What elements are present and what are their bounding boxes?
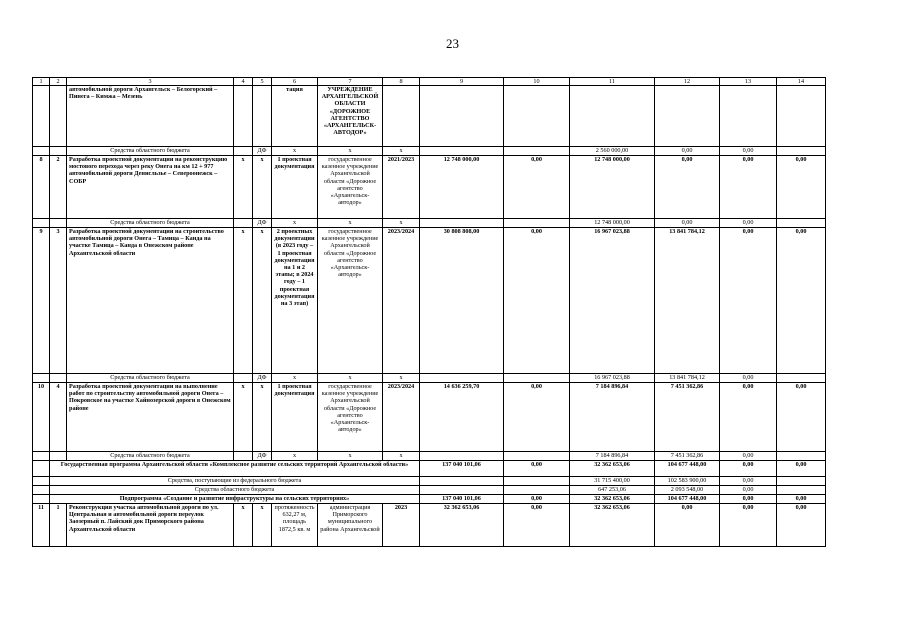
cell-amount: 0,00 [720,477,777,486]
funding-label: Средства областного бюджета [50,486,420,495]
cell-amount: 0,00 [720,486,777,495]
cell-code: ДФ [253,219,272,228]
cell-amount: 0,00 [777,461,826,477]
cell-description: Реконструкция участка автомобильной дороги по ул. Центральная и автомобильной дороги переулок Заозерный п. Лайский док Приморского района Архангельской области [67,504,234,547]
header-cell: 3 [67,78,234,86]
cell-amount: 0,00 [655,147,720,156]
table-row [33,504,826,547]
cell-amount: 0,00 [720,383,777,452]
cell-amount: 12 748 000,00 [570,219,655,228]
cell-amount: 0,00 [655,504,720,547]
funding-label: Средства областного бюджета [67,452,234,461]
program-title: Государственная программа Архангельской области «Комплексное развитие сельских территорий Архангельской области» [50,461,420,477]
cell-num: 4 [50,383,67,452]
cell-amount: 0,00 [720,452,777,461]
cell-executor: государственное казенное учреждение Архангельской области «Дорожное агентство «Архангельск-автодор» [318,228,383,374]
cell-period: 2021/2023 [383,156,420,219]
funding-row [33,452,826,461]
cell-amount: 0,00 [720,156,777,219]
header-cell: 5 [253,78,272,86]
header-row [33,78,826,86]
cell-num: 3 [50,228,67,374]
cell-executor: администрация Приморского муниципального района Архангельской [318,504,383,547]
header-cell: 6 [272,78,318,86]
cell-x: x [318,219,383,228]
funding-label: Средства областного бюджета [67,374,234,383]
table-row [33,383,826,452]
header-cell: 2 [50,78,67,86]
cell-amount: 30 808 808,00 [420,228,504,374]
header-cell: 10 [504,78,570,86]
cell-amount: 0,00 [655,219,720,228]
funding-row [33,219,826,228]
header-cell: 1 [33,78,50,86]
funding-row [33,374,826,383]
funding-row [33,477,826,486]
cell-executor: УЧРЕЖДЕНИЕ АРХАНГЕЛЬСКОЙ ОБЛАСТИ «ДОРОЖНОЕ АГЕНТСТВО «АРХАНГЕЛЬСК-АВТОДОР» [318,86,383,147]
cell-amount: 0,00 [504,156,570,219]
cell-x: x [272,374,318,383]
cell-amount: 0,00 [720,495,777,504]
cell-amount: 0,00 [720,219,777,228]
cell-x: x [383,452,420,461]
funding-row [33,486,826,495]
header-cell: 14 [777,78,826,86]
cell-x: x [383,374,420,383]
cell-x: x [318,452,383,461]
funding-row [33,147,826,156]
cell-x: x [234,504,253,547]
cell-result: 2 проектных документации (в 2023 году – 1 проектная документация на 1 и 2 этапы; в 2024 году – 1 проектная документация на 3 этап) [272,228,318,374]
cell-amount: 137 040 101,06 [420,495,504,504]
cell-amount: 32 362 653,06 [570,495,655,504]
cell-amount: 12 748 000,00 [420,156,504,219]
cell-amount: 137 040 101,06 [420,461,504,477]
subprogram-row [33,495,826,504]
cell-result: тация [272,86,318,147]
cell-num: 9 [33,228,50,374]
cell-code: ДФ [253,374,272,383]
cell-amount: 0,00 [655,156,720,219]
program-row [33,461,826,477]
cell-amount: 0,00 [777,383,826,452]
cell-num: 8 [33,156,50,219]
cell-x: x [318,374,383,383]
cell-x: x [272,452,318,461]
cell-x: x [383,219,420,228]
cell-result: протяженность 632,27 м, площадь 1872,5 кв. м [272,504,318,547]
cell-num: 11 [33,504,50,547]
cell-x: x [253,383,272,452]
cell-amount: 32 362 653,06 [570,461,655,477]
cell-executor: государственное казенное учреждение Архангельской области «Дорожное агентство «Архангельск-автодор» [318,383,383,452]
cell-x: x [234,228,253,374]
cell-period: 2023 [383,504,420,547]
cell-code: ДФ [253,147,272,156]
cell-description: Разработка проектной документации на строительство автомобильной дороги Онега – Тамица – Канда на участке Тамица – Канда в Онежском районе Архангельской области [67,228,234,374]
cell-amount: 2 093 548,00 [655,486,720,495]
cell-amount: 0,00 [504,504,570,547]
funding-label: Средства областного бюджета [67,219,234,228]
cell-amount: 0,00 [720,374,777,383]
cell-x: x [383,147,420,156]
header-cell: 7 [318,78,383,86]
header-cell: 4 [234,78,253,86]
cell-executor: государственное казенное учреждение Архангельской области «Дорожное агентство «Архангельск-автодор» [318,156,383,219]
cell-description: Разработка проектной документации на реконструкцию мостового перехода через реку Онега на км 12 + 977 автомобильной дороги Денисльзье – Североонежск – СОБР [67,156,234,219]
cell-amount: 12 748 000,00 [570,156,655,219]
cell-amount: 32 362 653,06 [570,504,655,547]
cell-amount: 14 636 259,70 [420,383,504,452]
cell-x: x [272,219,318,228]
cell-period: 2023/2024 [383,228,420,374]
cell-result: 1 проектная документация [272,383,318,452]
cell-amount: 7 184 896,84 [570,452,655,461]
cell-x: x [253,156,272,219]
table-row [33,86,826,147]
cell-amount: 32 362 653,06 [420,504,504,547]
table-row [33,228,826,374]
cell-amount: 16 967 023,88 [570,374,655,383]
cell-amount: 0,00 [504,495,570,504]
cell-amount: 7 184 896,84 [570,383,655,452]
header-cell: 12 [655,78,720,86]
subprogram-title: Подпрограмма «Создание и развитие инфраструктуры на сельских территориях» [50,495,420,504]
cell-amount: 0,00 [504,228,570,374]
cell-num: 1 [50,504,67,547]
cell-amount: 104 677 448,00 [655,461,720,477]
cell-description: автомобильной дороги Архангельск – Белогорский – Пинега – Кимжа – Мезень [67,86,234,147]
cell-amount: 0,00 [504,383,570,452]
cell-amount: 102 583 900,00 [655,477,720,486]
cell-amount: 647 253,06 [570,486,655,495]
cell-code: ДФ [253,452,272,461]
budget-table [32,77,826,547]
cell-amount: 0,00 [504,461,570,477]
funding-label: Средства, поступающие из федерального бюджета [50,477,420,486]
cell-amount: 0,00 [777,156,826,219]
funding-label: Средства областного бюджета [67,147,234,156]
cell-num: 10 [33,383,50,452]
cell-amount: 7 451 362,86 [655,452,720,461]
cell-x: x [253,228,272,374]
cell-amount: 7 451 362,86 [655,383,720,452]
cell-amount: 0,00 [720,147,777,156]
cell-amount: 0,00 [777,228,826,374]
cell-num: 2 [50,156,67,219]
cell-amount: 16 967 023,88 [570,228,655,374]
header-cell: 11 [570,78,655,86]
cell-amount: 2 560 000,00 [570,147,655,156]
cell-amount: 13 841 784,12 [655,228,720,374]
cell-amount: 0,00 [720,504,777,547]
cell-amount: 0,00 [777,504,826,547]
header-cell: 8 [383,78,420,86]
cell-result: 1 проектная документация [272,156,318,219]
cell-x: x [234,383,253,452]
cell-amount: 13 841 784,12 [655,374,720,383]
cell-x: x [234,156,253,219]
cell-amount: 104 677 448,00 [655,495,720,504]
cell-description: Разработка проектной документации на выполнение работ по строительству автомобильной дороги Онега – Покровское на участке Хайнозерской дороги в Онежском районе [67,383,234,452]
cell-x: x [318,147,383,156]
cell-amount: 0,00 [720,461,777,477]
table-row [33,156,826,219]
cell-amount: 0,00 [777,495,826,504]
cell-amount: 31 715 400,00 [570,477,655,486]
cell-x: x [253,504,272,547]
header-cell: 9 [420,78,504,86]
page-number: 23 [446,36,459,51]
cell-amount: 0,00 [720,228,777,374]
cell-period: 2023/2024 [383,383,420,452]
cell-x: x [272,147,318,156]
header-cell: 13 [720,78,777,86]
